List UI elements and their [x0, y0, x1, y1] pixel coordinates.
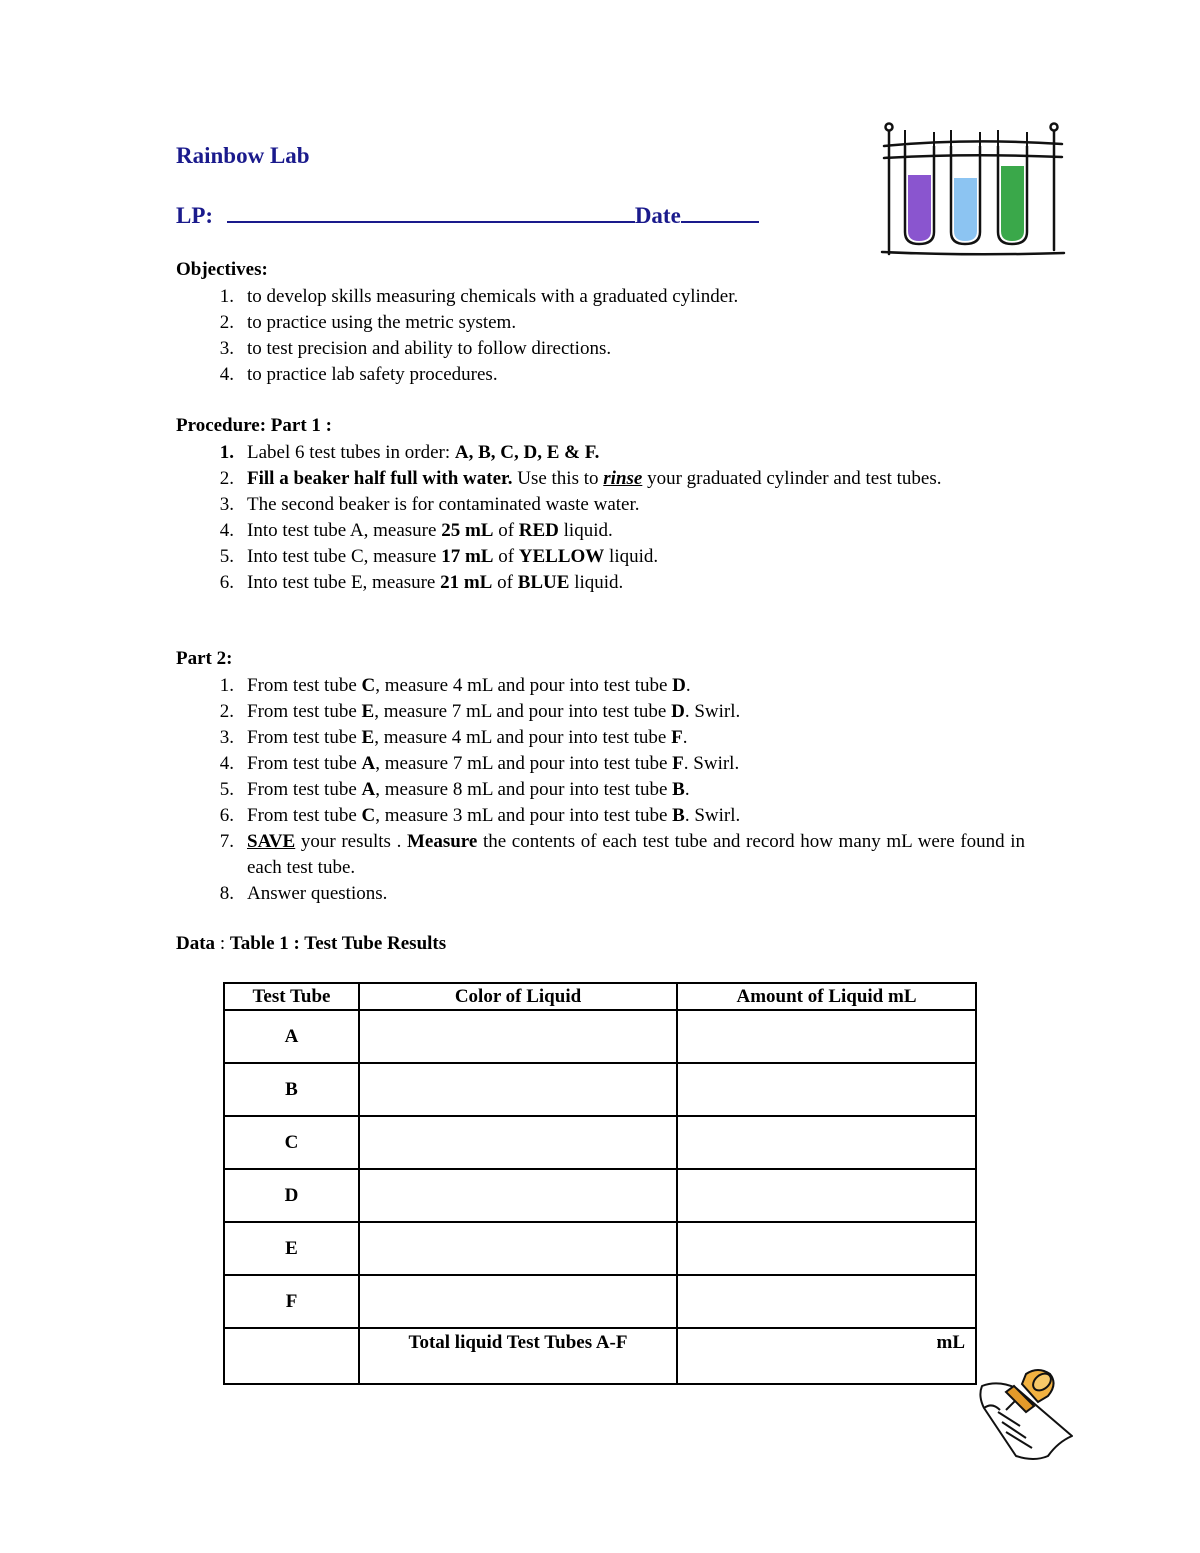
list-item: 1. Label 6 test tubes in order: A, B, C, D, E & F. [219, 442, 600, 463]
lp-date-line [176, 201, 759, 229]
list-item: 5. From test tube A, measure 8 mL and pour into test tube B. [219, 779, 690, 800]
total-empty-cell [224, 1328, 359, 1384]
objectives-list [176, 284, 1036, 388]
list-item: 2. From test tube E, measure 7 mL and pour into test tube D. Swirl. [219, 701, 741, 722]
part2-heading: Part 2: [176, 648, 233, 669]
color-cell[interactable] [359, 1010, 677, 1063]
test-tube-rack-icon [878, 120, 1068, 262]
tube-label: C [224, 1116, 359, 1169]
total-label: Total liquid Test Tubes A-F [359, 1328, 677, 1384]
table-row [224, 1063, 976, 1116]
tube-label: B [224, 1063, 359, 1116]
color-cell[interactable] [359, 1169, 677, 1222]
part1-list [176, 440, 1036, 596]
list-item: 6. From test tube C, measure 3 mL and pour into test tube B. Swirl. [219, 805, 741, 826]
page-title: Rainbow Lab [176, 143, 310, 168]
table-header-row [224, 983, 976, 1010]
list-item: 3. From test tube E, measure 4 mL and pour into test tube F. [219, 727, 688, 748]
list-item: 2. to practice using the metric system. [219, 312, 517, 333]
tube-label: E [224, 1222, 359, 1275]
amount-cell[interactable] [677, 1222, 976, 1275]
header-color: Color of Liquid [359, 983, 677, 1010]
list-item: 7. SAVE your results . Measure the contents of each test tube and record how many mL were found in each test tube. [219, 831, 1025, 878]
table-row [224, 1222, 976, 1275]
list-item: 4. From test tube A, measure 7 mL and pour into test tube F. Swirl. [219, 753, 740, 774]
tube-label: F [224, 1275, 359, 1328]
lp-blank-field[interactable] [227, 201, 635, 223]
list-item: 5. Into test tube C, measure 17 mL of YELLOW liquid. [219, 546, 659, 567]
table-row [224, 1010, 976, 1063]
date-blank-field[interactable] [681, 201, 759, 223]
data-heading: Data : Table 1 : Test Tube Results [176, 933, 447, 954]
objectives-heading: Objectives: [176, 259, 268, 280]
header-amount: Amount of Liquid mL [677, 983, 976, 1010]
color-cell[interactable] [359, 1063, 677, 1116]
amount-cell[interactable] [677, 1010, 976, 1063]
list-item: 3. to test precision and ability to follow directions. [219, 338, 612, 359]
pushpin-note-icon [976, 1352, 1086, 1464]
amount-cell[interactable] [677, 1116, 976, 1169]
table-row [224, 1116, 976, 1169]
table-total-row [224, 1328, 976, 1384]
list-item: 2. Fill a beaker half full with water. Use this to rinse your graduated cylinder and test tubes. [219, 468, 942, 489]
results-table [223, 982, 977, 1385]
table-row [224, 1275, 976, 1328]
part2-list [176, 673, 1036, 907]
list-item: 6. Into test tube E, measure 21 mL of BLUE liquid. [219, 572, 624, 593]
list-item: 4. Into test tube A, measure 25 mL of RED liquid. [219, 520, 613, 541]
amount-cell[interactable] [677, 1275, 976, 1328]
amount-cell[interactable] [677, 1169, 976, 1222]
color-cell[interactable] [359, 1116, 677, 1169]
color-cell[interactable] [359, 1275, 677, 1328]
lp-label: LP: [176, 203, 214, 228]
tube-label: D [224, 1169, 359, 1222]
list-item: 8. Answer questions. [219, 883, 388, 904]
total-amount-cell[interactable] [677, 1328, 976, 1384]
list-item: 1. From test tube C, measure 4 mL and pour into test tube D. [219, 675, 691, 696]
tube-label: A [224, 1010, 359, 1063]
color-cell[interactable] [359, 1222, 677, 1275]
header-test-tube: Test Tube [224, 983, 359, 1010]
list-item: 3. The second beaker is for contaminated waste water. [219, 494, 640, 515]
list-item: 1. to develop skills measuring chemicals with a graduated cylinder. [219, 286, 739, 307]
total-unit: mL [936, 1332, 965, 1353]
date-label: Date [634, 203, 681, 228]
part1-heading: Procedure: Part 1 : [176, 415, 332, 436]
list-item: 4. to practice lab safety procedures. [219, 364, 498, 385]
table-row [224, 1169, 976, 1222]
amount-cell[interactable] [677, 1063, 976, 1116]
